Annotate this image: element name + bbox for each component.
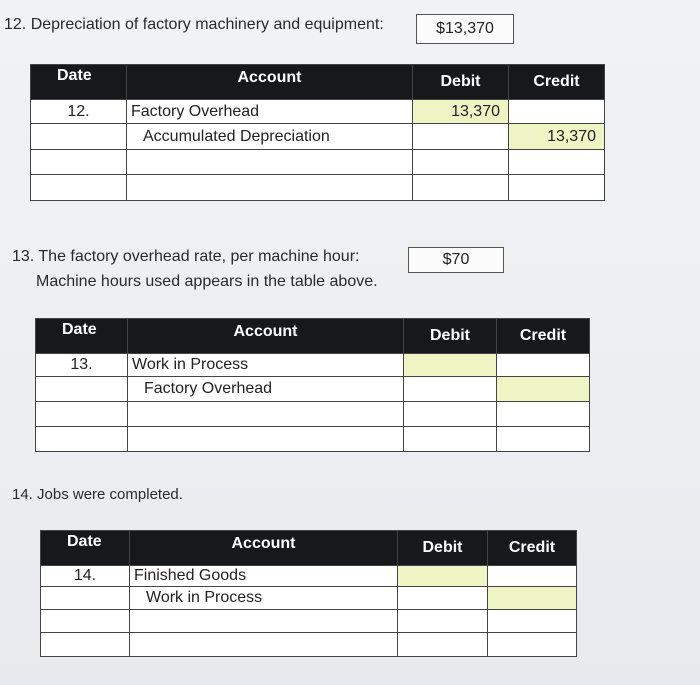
q14-journal-table [40, 530, 577, 657]
credit-cell[interactable] [488, 610, 577, 633]
date-cell[interactable] [41, 587, 130, 610]
credit-cell[interactable] [509, 175, 605, 201]
account-header: Account [130, 531, 398, 566]
account-cell[interactable]: Factory Overhead [128, 377, 404, 402]
debit-header: Debit [398, 531, 488, 566]
debit-cell[interactable] [413, 150, 509, 175]
table-row [36, 354, 590, 377]
q13-journal-table [35, 318, 590, 452]
table-row [31, 124, 605, 150]
debit-cell[interactable] [413, 175, 509, 201]
table-row [31, 100, 605, 124]
date-header: Date [41, 531, 130, 566]
table-row [41, 633, 577, 657]
table-row [41, 610, 577, 633]
debit-cell[interactable] [404, 377, 497, 402]
debit-cell[interactable]: 13,370 [413, 100, 509, 124]
credit-cell[interactable] [497, 354, 590, 377]
q12-answer-box[interactable]: $13,370 [416, 14, 514, 44]
credit-cell[interactable] [488, 633, 577, 657]
debit-cell[interactable] [404, 354, 497, 377]
account-cell[interactable]: Work in Process [128, 354, 404, 377]
debit-header: Debit [404, 319, 497, 354]
account-cell[interactable]: Work in Process [130, 587, 398, 610]
table-row [36, 427, 590, 452]
account-cell[interactable]: Factory Overhead [127, 100, 413, 124]
date-cell[interactable]: 12. [31, 100, 127, 124]
account-cell[interactable]: Finished Goods [130, 566, 398, 587]
account-cell[interactable] [130, 610, 398, 633]
credit-header: Credit [509, 65, 605, 100]
account-cell[interactable]: Accumulated Depreciation [127, 124, 413, 150]
credit-cell[interactable] [509, 100, 605, 124]
debit-cell[interactable] [398, 566, 488, 587]
account-cell[interactable] [127, 150, 413, 175]
credit-cell[interactable] [488, 587, 577, 610]
credit-header: Credit [497, 319, 590, 354]
q13-label-line2: Machine hours used appears in the table above. [36, 273, 378, 290]
date-cell[interactable]: 13. [36, 354, 128, 377]
credit-cell[interactable] [497, 427, 590, 452]
date-cell[interactable] [31, 124, 127, 150]
date-header: Date [31, 65, 127, 100]
account-cell[interactable] [127, 175, 413, 201]
account-cell[interactable] [128, 402, 404, 427]
credit-cell[interactable] [488, 566, 577, 587]
table-row [41, 566, 577, 587]
q12-journal-table [30, 64, 605, 201]
debit-cell[interactable] [398, 587, 488, 610]
date-cell[interactable] [41, 610, 130, 633]
date-cell[interactable] [31, 150, 127, 175]
q13-answer-box[interactable]: $70 [408, 247, 504, 273]
date-cell[interactable]: 14. [41, 566, 130, 587]
table-row [31, 175, 605, 201]
date-header: Date [36, 319, 128, 354]
q12-label: 12. Depreciation of factory machinery and equipment: [4, 16, 384, 33]
table-row [36, 377, 590, 402]
table-row [36, 402, 590, 427]
credit-header: Credit [488, 531, 577, 566]
credit-cell[interactable] [497, 377, 590, 402]
date-cell[interactable] [36, 402, 128, 427]
credit-cell[interactable] [509, 150, 605, 175]
q13-label-line1: 13. The factory overhead rate, per machine hour: [12, 248, 360, 265]
credit-cell[interactable] [497, 402, 590, 427]
debit-cell[interactable] [398, 633, 488, 657]
debit-header: Debit [413, 65, 509, 100]
account-cell[interactable] [128, 427, 404, 452]
debit-cell[interactable] [404, 402, 497, 427]
debit-cell[interactable] [398, 610, 488, 633]
date-cell[interactable] [41, 633, 130, 657]
date-cell[interactable] [31, 175, 127, 201]
credit-cell[interactable]: 13,370 [509, 124, 605, 150]
table-row [41, 587, 577, 610]
account-header: Account [128, 319, 404, 354]
date-cell[interactable] [36, 377, 128, 402]
debit-cell[interactable] [413, 124, 509, 150]
q14-label: 14. Jobs were completed. [12, 486, 183, 503]
table-row [31, 150, 605, 175]
date-cell[interactable] [36, 427, 128, 452]
account-header: Account [127, 65, 413, 100]
account-cell[interactable] [130, 633, 398, 657]
debit-cell[interactable] [404, 427, 497, 452]
